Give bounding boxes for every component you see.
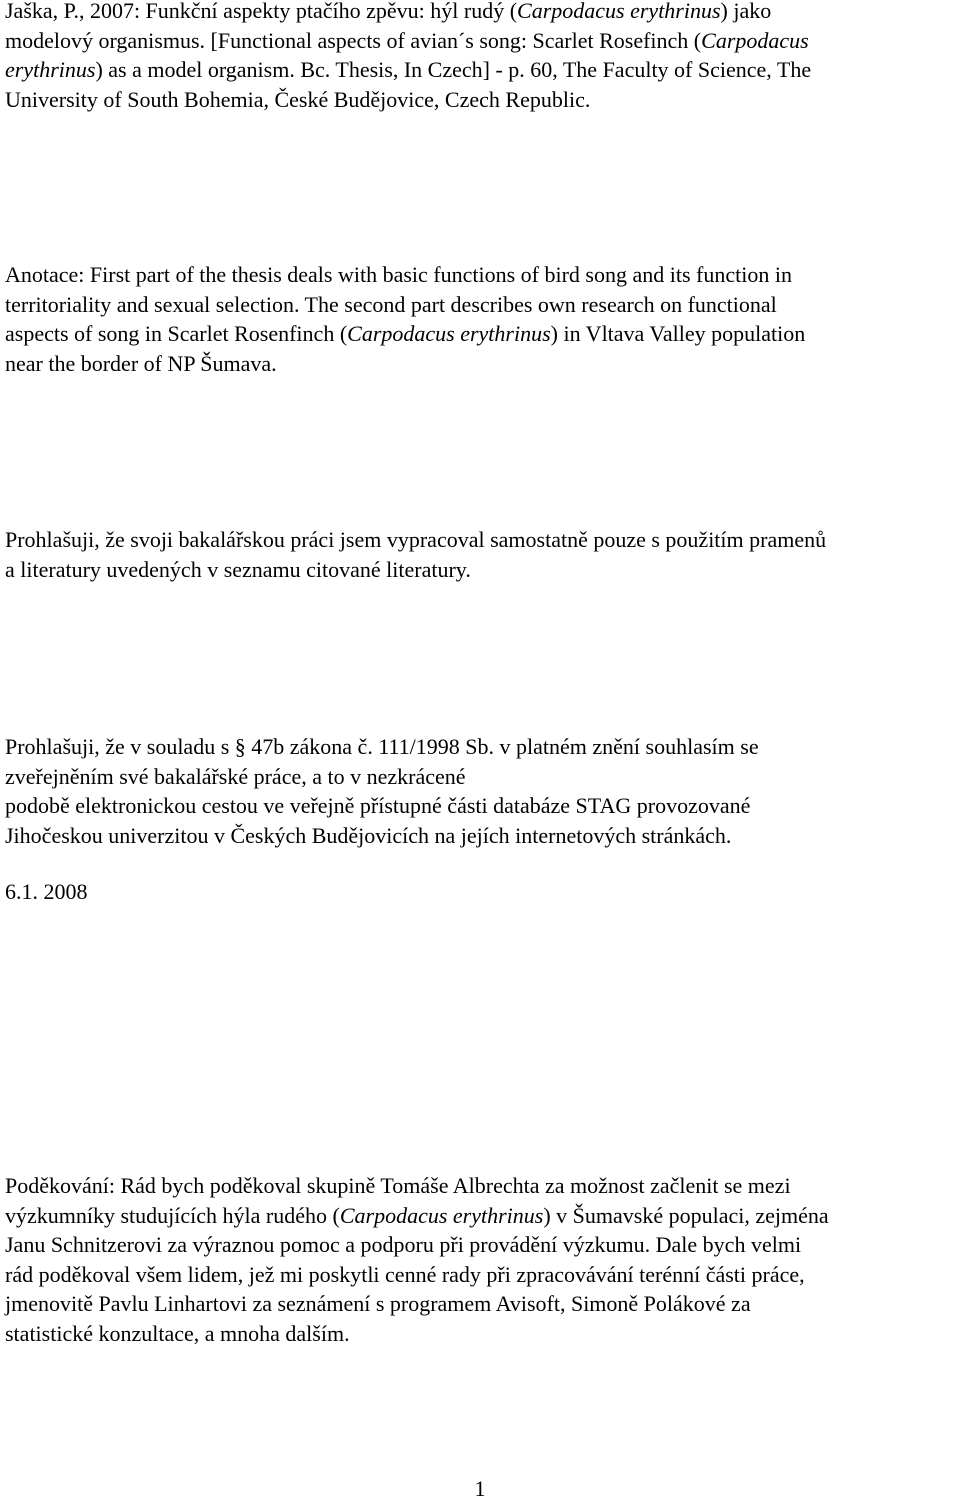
- ack-line-1: Poděkování: Rád bych poděkoval skupině Tomáše Albrechta za možnost začlenit se mezi: [5, 1173, 791, 1198]
- license-line-3: podobě elektronickou cestou ve veřejně přístupné části databáze STAG provozované: [5, 793, 751, 818]
- abstract-line-1: Anotace: First part of the thesis deals with basic functions of bird song and its function in: [5, 262, 792, 287]
- abstract-line-4: near the border of NP Šumava.: [5, 350, 277, 376]
- abstract-text: aspects of song in Scarlet Rosenfinch (: [5, 321, 348, 346]
- license-paragraph: [5, 732, 956, 850]
- ack-line-6: statistické konzultace, a mnoha dalším.: [5, 1320, 350, 1346]
- license-line-2: zveřejněním své bakalářské práce, a to v nezkrácené: [5, 763, 466, 789]
- citation-line-2: [5, 26, 956, 56]
- abstract-text: ) in Vltava Valley population: [550, 321, 806, 346]
- ack-text: výzkumníky studujících hýla rudého (: [5, 1202, 340, 1228]
- citation-text: ) jako: [720, 0, 772, 23]
- citation-line-4: University of South Bohemia, České Budějovice, Czech Republic.: [5, 86, 591, 112]
- declaration-line-1: Prohlašuji, že svoji bakalářskou práci jsem vypracoval samostatně pouze s použitím pramenů: [5, 527, 827, 552]
- species-name-italic: Carpodacus erythrinus: [339, 1202, 544, 1228]
- date-text: 6.1. 2008: [5, 879, 88, 904]
- abstract-paragraph: [5, 260, 956, 378]
- declaration-paragraph: [5, 525, 956, 584]
- species-name-italic: Carpodacus: [701, 27, 809, 53]
- citation-line-1: [5, 0, 956, 26]
- ack-line-2: [5, 1201, 956, 1231]
- declaration-line-2: a literatury uvedených v seznamu citované literatury.: [5, 556, 471, 582]
- ack-text: ) v Šumavské populaci, zejména: [543, 1202, 829, 1228]
- signature-date: [5, 877, 956, 907]
- abstract-line-3: [5, 319, 956, 349]
- citation-text: modelový organismus. [Functional aspects of avian´s song: Scarlet Rosefinch (: [5, 27, 702, 53]
- license-line-1: Prohlašuji, že v souladu s § 47b zákona č. 111/1998 Sb. v platném znění souhlasím se: [5, 734, 759, 759]
- ack-line-3: Janu Schnitzerovi za výraznou pomoc a podporu při provádění výzkumu. Dale bych velmi: [5, 1232, 802, 1257]
- species-name-italic: Carpodacus erythrinus: [517, 0, 721, 23]
- bibliographic-citation: [5, 0, 956, 114]
- ack-line-5: jmenovitě Pavlu Linhartovi za seznámení s programem Avisoft, Simoně Polákové za: [5, 1291, 751, 1316]
- abstract-line-2: territoriality and sexual selection. The second part describes own research on functional: [5, 291, 777, 317]
- page-number: 1: [474, 1476, 486, 1501]
- species-name-italic: erythrinus: [5, 57, 96, 82]
- citation-text: ) as a model organism. Bc. Thesis, In Czech] - p. 60, The Faculty of Science, The: [95, 57, 812, 82]
- citation-text: Jaška, P., 2007: Funkční aspekty ptačího zpěvu: hýl rudý (: [5, 0, 518, 23]
- ack-line-4: rád poděkoval všem lidem, jež mi poskytli cenné rady při zpracovávání terénní části práce,: [5, 1261, 805, 1287]
- citation-line-3: [5, 55, 956, 85]
- species-name-italic: Carpodacus erythrinus: [347, 321, 551, 346]
- acknowledgement-paragraph: [5, 1171, 956, 1348]
- license-line-4: Jihočeskou univerzitou v Českých Budějovicích na jejích internetových stránkách.: [5, 822, 732, 848]
